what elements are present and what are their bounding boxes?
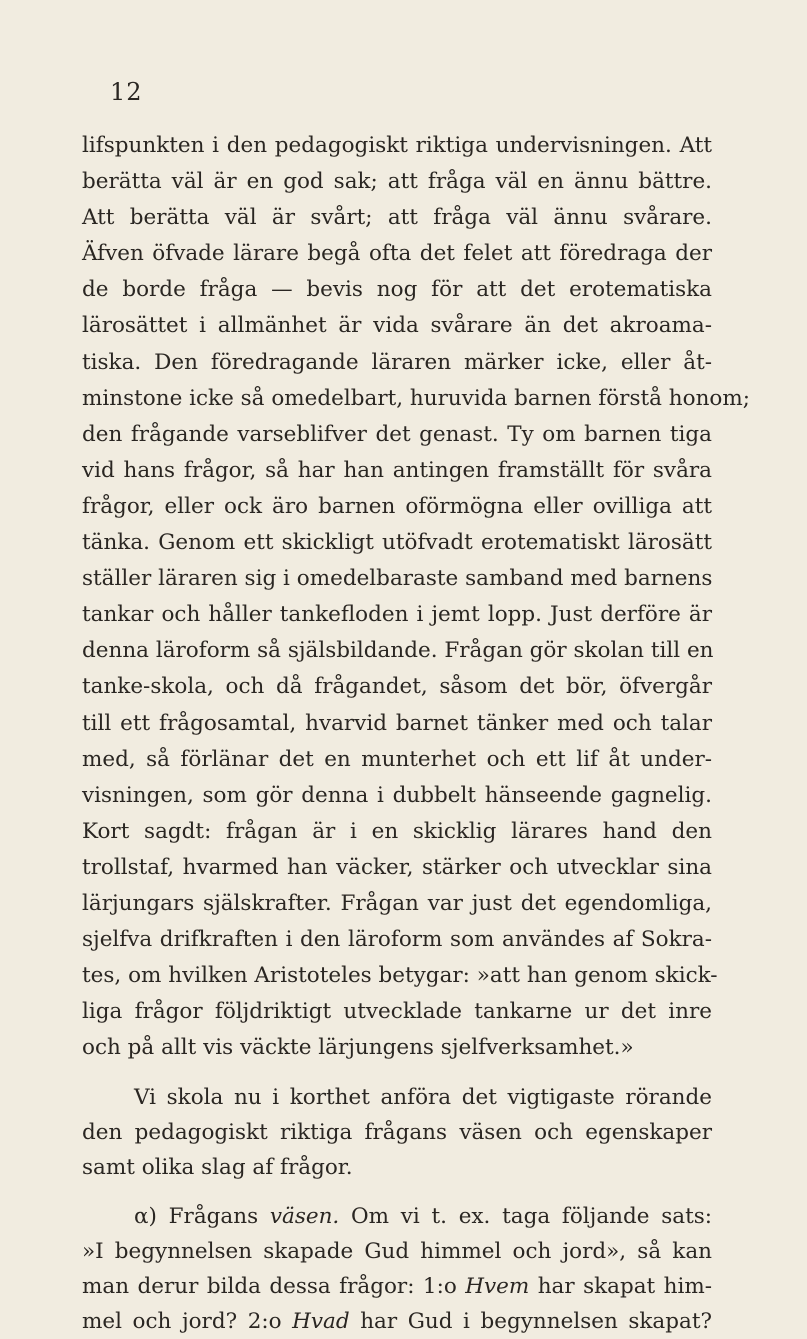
text-line: sjelfva drifkraften i den läroform som användes af Sokra- (82, 927, 712, 953)
text-line: tes, om hvilken Aristoteles betygar: »att han genom skick- (82, 963, 718, 989)
text-line: och på allt vis väckte lärjungens sjelfverksamhet.» (82, 1035, 634, 1061)
text-span: Om vi t. ex. taga följande sats: (351, 1204, 712, 1230)
text-line: tiska. Den föredragande läraren märker icke, eller åt- (82, 349, 712, 375)
text-line: Äfven öfvade lärare begå ofta det felet att föredraga der (82, 241, 712, 267)
text-span: mel och jord? 2:o (82, 1309, 282, 1335)
text-line: trollstaf, hvarmed han väcker, stärker och utvecklar sina (82, 854, 712, 880)
text-line (82, 1199, 712, 1234)
text-line: berätta väl är en god sak; att fråga väl en ännu bättre. (82, 169, 712, 195)
text-line: »I begynnelsen skapade Gud himmel och jord», så kan (82, 1239, 712, 1265)
text-line: liga frågor följdriktigt utvecklade tankarne ur det inre (82, 999, 712, 1025)
body-text (82, 128, 750, 1339)
text-line: med, så förlänar det en munterhet och ett lif åt under- (82, 746, 712, 772)
text-line: vid hans frågor, så har han antingen framställt för svåra (82, 457, 712, 483)
text-line: lärjungars själskrafter. Frågan var just det egendomliga, (82, 890, 712, 916)
text-line: frågor, eller ock äro barnen oförmögna eller ovilliga att (82, 493, 712, 519)
paragraph-3 (82, 1199, 712, 1339)
text-line (82, 1269, 712, 1304)
section-label: α) Frågans (134, 1204, 259, 1230)
italic-term: Hvem (465, 1274, 530, 1300)
text-line: lärosättet i allmänhet är vida svårare än det akroama- (82, 313, 712, 339)
italic-term: Hvad (292, 1309, 350, 1335)
text-line: denna läroform så själsbildande. Frågan gör skolan till en (82, 638, 714, 664)
text-line: samt olika slag af frågor. (82, 1155, 353, 1181)
text-line: Kort sagdt: frågan är i en skicklig lärares hand den (82, 818, 712, 844)
text-line: de borde fråga — bevis nog för att det erotematiska (82, 277, 712, 303)
text-span: har Gud i begynnelsen skapat? (360, 1309, 712, 1335)
text-line: tänka. Genom ett skickligt utöfvadt erotematiskt lärosätt (82, 530, 712, 556)
text-line: till ett frågosamtal, hvarvid barnet tänker med och talar (82, 710, 712, 736)
text-line: Att berätta väl är svårt; att fråga väl ännu svårare. (82, 205, 712, 231)
text-line: lifspunkten i den pedagogiskt riktiga undervisningen. Att (82, 133, 712, 158)
text-line: tanke-skola, och då frågandet, såsom det bör, öfvergår (82, 674, 712, 700)
text-span: man derur bilda dessa frågor: 1:o (82, 1274, 457, 1300)
text-line (82, 1304, 712, 1339)
text-line: visningen, som gör denna i dubbelt hänseende gagnelig. (82, 782, 712, 808)
text-span: har skapat him- (537, 1274, 713, 1300)
text-line: den pedagogiskt riktiga frågans väsen och egenskaper (82, 1120, 712, 1146)
text-line: den frågande varseblifver det genast. Ty om barnen tiga (82, 421, 712, 447)
text-line: ställer läraren sig i omedelbaraste samband med barnens (82, 566, 713, 592)
page-number: 12 (110, 78, 143, 106)
text-line: tankar och håller tankefloden i jemt lopp. Just derföre är (82, 602, 712, 628)
italic-term: väsen. (269, 1204, 340, 1230)
paragraph-1 (82, 128, 750, 1066)
paragraph-2 (82, 1080, 712, 1185)
text-line: Vi skola nu i korthet anföra det vigtigaste rörande (134, 1085, 712, 1111)
text-line: minstone icke så omedelbart, huruvida barnen förstå honom; (82, 385, 750, 411)
